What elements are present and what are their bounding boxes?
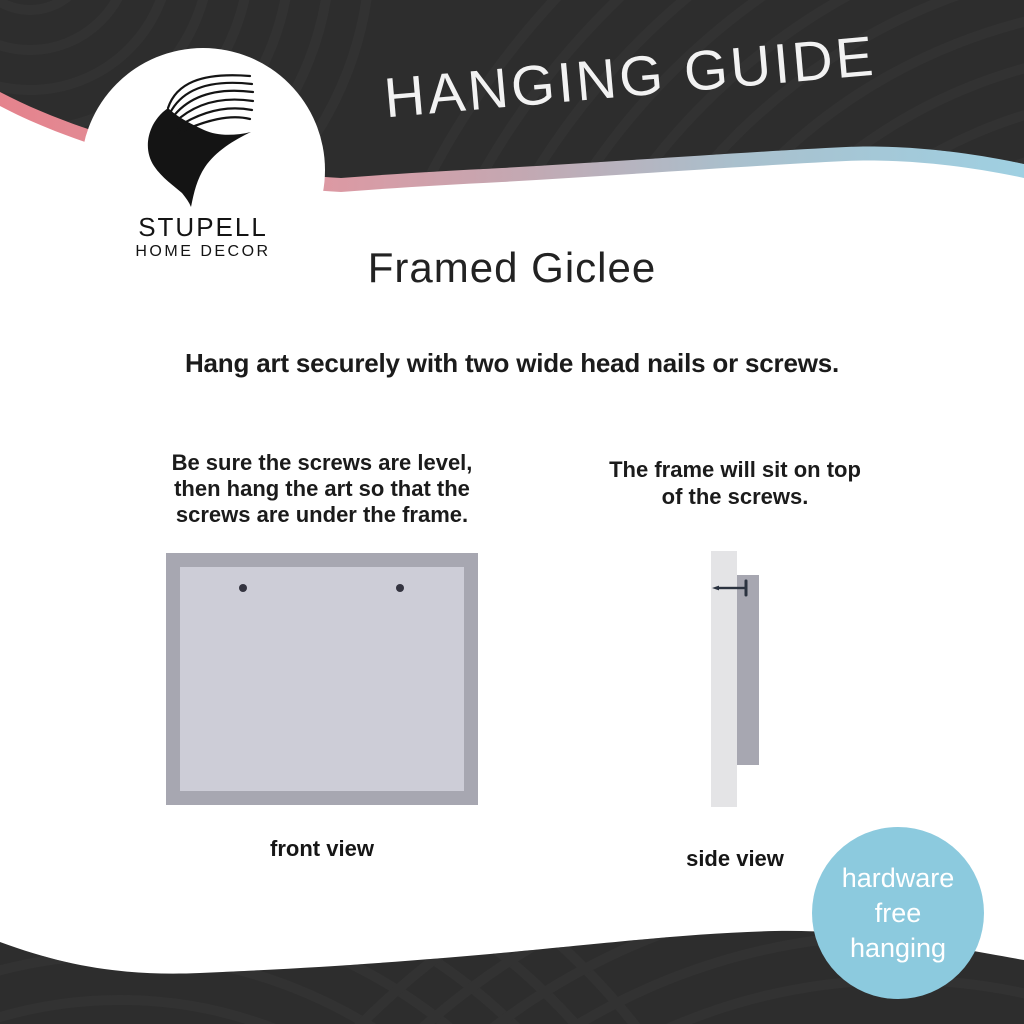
nail-icon [712, 578, 752, 598]
badge-line: free [874, 897, 922, 928]
screw-icon [239, 584, 247, 592]
front-view-frame-diagram [166, 553, 478, 805]
instruction-line: of the screws. [661, 484, 809, 509]
instruction-line: Be sure the screws are level, [171, 450, 473, 475]
badge-line: hardware [841, 862, 955, 893]
instruction-line: The frame will sit on top [609, 457, 861, 482]
side-view-caption: side view [686, 846, 784, 871]
brand-tagline: HOME DECOR [135, 243, 271, 260]
front-view-caption: front view [270, 836, 374, 861]
instruction-line: then hang the art so that the [174, 476, 470, 501]
page-title: HANGING GUIDE [381, 23, 879, 130]
screw-icon [396, 584, 404, 592]
frame-mat [180, 567, 464, 791]
badge-line: hanging [849, 932, 947, 963]
brand-name: STUPELL [138, 212, 268, 242]
product-type-subtitle: Framed Giclee [367, 244, 657, 291]
side-view-instruction [585, 456, 885, 510]
side-view-backing-bar [737, 575, 759, 765]
instruction-line: screws are under the frame. [175, 502, 469, 527]
hardware-free-badge [812, 827, 984, 999]
intro-text: Hang art securely with two wide head nails or screws. [184, 348, 840, 378]
front-view-instruction [162, 450, 482, 528]
